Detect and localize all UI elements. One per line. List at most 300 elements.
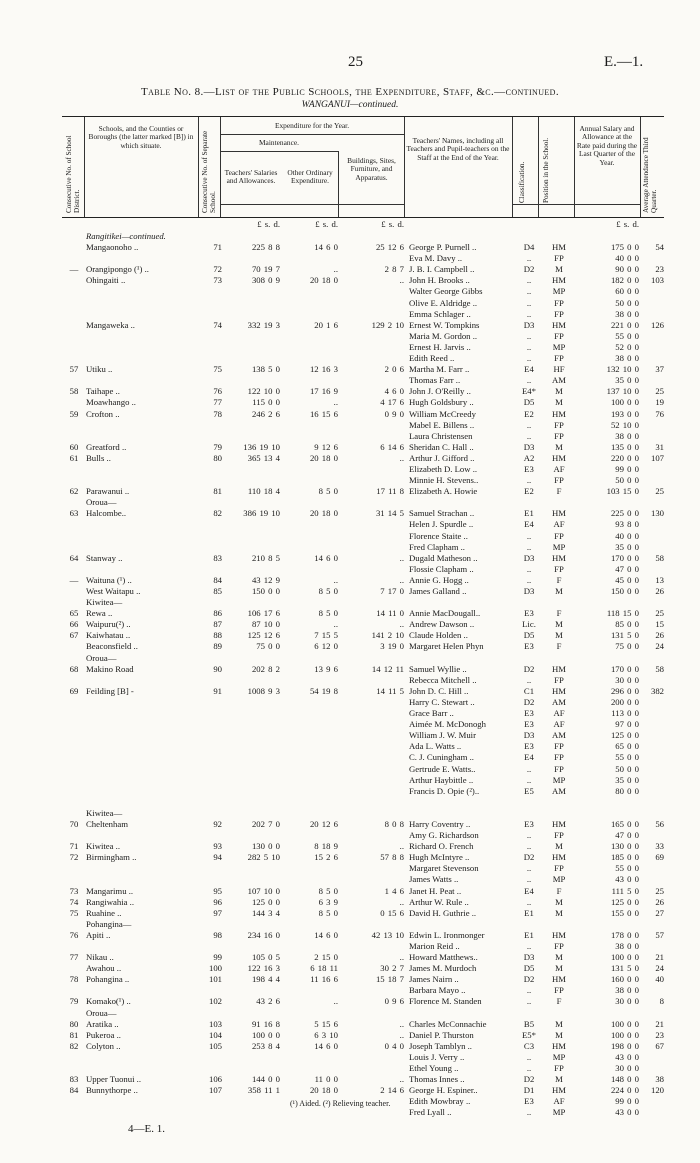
- table-row: [0, 996, 700, 1007]
- cell-annual-salary: 135 0 0: [610, 441, 639, 452]
- cell-salaries: 144 3 4: [251, 907, 280, 918]
- table-row: [0, 420, 700, 431]
- cell-position: M: [555, 841, 563, 852]
- table-row: [0, 841, 700, 852]
- cell-classification: E5*: [522, 1029, 536, 1040]
- table-row: [0, 486, 700, 497]
- cell-classification: ..: [526, 1107, 532, 1118]
- cell-position: MP: [552, 1051, 566, 1062]
- cell-other-exp: 20 12 6: [309, 818, 338, 829]
- cell-position: M: [555, 896, 563, 907]
- table-row: [0, 897, 700, 908]
- cell-position: F: [556, 486, 562, 497]
- cell-classification: E4: [524, 752, 534, 763]
- cell-buildings: 3 19 0: [380, 641, 404, 652]
- cell-teacher: James Watts ..: [409, 874, 459, 885]
- cell-attendance: 37: [655, 364, 664, 375]
- cell-buildings: ..: [399, 619, 404, 630]
- cell-teacher: Flossie Clapham ..: [409, 563, 474, 574]
- cell-classification: E3: [524, 641, 534, 652]
- cell-district: 68: [69, 663, 79, 674]
- table-row: [0, 608, 700, 619]
- cell-teacher: Florence Staite ..: [409, 530, 468, 541]
- cell-other-exp: 14 6 0: [314, 552, 338, 563]
- cell-annual-salary: 132 10 0: [606, 364, 639, 375]
- table-row: [0, 286, 700, 297]
- cell-attendance: 382: [650, 685, 664, 696]
- cell-teacher: Elizabeth A. Howie: [409, 486, 478, 497]
- cell-teacher: Arthur Haybittle ..: [409, 774, 474, 785]
- cell-buildings: ..: [399, 1074, 404, 1085]
- cell-position: M: [555, 619, 563, 630]
- cell-attendance: 13: [655, 574, 664, 585]
- cell-annual-salary: 131 5 0: [610, 963, 639, 974]
- cell-school-no: 90: [213, 663, 222, 674]
- cell-other-exp: 14 6 0: [314, 929, 338, 940]
- cell-attendance: 25: [655, 486, 664, 497]
- cell-buildings: 2 0 6: [384, 364, 404, 375]
- cell-teacher: Edith Mowbray ..: [409, 1096, 471, 1107]
- table-row: [0, 730, 700, 741]
- cell-attendance: 31: [655, 441, 664, 452]
- cell-position: AM: [552, 730, 566, 741]
- cell-buildings: 1 4 6: [384, 885, 404, 896]
- cell-position: FP: [554, 530, 564, 541]
- cell-attendance: 25: [655, 386, 664, 397]
- cell-school: Waipuru(²) ..: [86, 619, 131, 630]
- table-row: [0, 519, 700, 530]
- cell-teacher: Minnie H. Stevens..: [409, 475, 479, 486]
- cell-position: F: [556, 574, 562, 585]
- table-row: [0, 386, 700, 397]
- cell-school: Komako(¹) ..: [86, 996, 131, 1007]
- table-row: [0, 764, 700, 775]
- cell-salaries: 144 0 0: [251, 1074, 280, 1085]
- cell-teacher: Ernest H. Jarvis ..: [409, 341, 471, 352]
- cell-other-exp: 14 6 0: [314, 1040, 338, 1051]
- table-row: [0, 741, 700, 752]
- table-row: [0, 253, 700, 264]
- cell-classification: ..: [526, 253, 532, 264]
- page-number: 25: [348, 54, 363, 70]
- table-row: [0, 985, 700, 996]
- cell-annual-salary: 97 0 0: [615, 719, 639, 730]
- cell-annual-salary: 148 0 0: [610, 1074, 639, 1085]
- cell-buildings: 17 11 8: [376, 486, 404, 497]
- cell-annual-salary: 100 0 0: [610, 1029, 639, 1040]
- cell-classification: ..: [526, 297, 532, 308]
- cell-buildings: 6 14 6: [380, 441, 404, 452]
- cell-school: Kiwitea ..: [86, 841, 121, 852]
- cell-buildings: ..: [399, 1018, 404, 1029]
- table-row: [0, 941, 700, 952]
- cell-classification: D3: [523, 319, 535, 330]
- cell-other-exp: 6 3 10: [314, 1029, 338, 1040]
- cell-classification: ..: [526, 353, 532, 364]
- cell-school: Kiwitea—: [86, 807, 123, 818]
- cell-salaries: 91 16 8: [251, 1018, 280, 1029]
- units-row: [0, 219, 700, 230]
- table-header: [62, 116, 664, 218]
- cell-school-no: 100: [208, 963, 222, 974]
- table-row: [0, 453, 700, 464]
- cell-position: FP: [554, 330, 564, 341]
- cell-position: HM: [552, 1085, 566, 1096]
- cell-annual-salary: 103 15 0: [606, 486, 639, 497]
- cell-buildings: 42 13 10: [371, 929, 404, 940]
- cell-school-no: 104: [208, 1029, 222, 1040]
- cell-annual-salary: 40 0 0: [615, 530, 639, 541]
- cell-teacher: James M. Murdoch: [409, 963, 477, 974]
- cell-buildings: 14 11 0: [376, 608, 404, 619]
- cell-school: Taihape ..: [86, 386, 120, 397]
- cell-annual-salary: 113 0 0: [611, 708, 639, 719]
- cell-other-exp: ..: [333, 397, 338, 408]
- cell-classification: D2: [523, 696, 535, 707]
- cell-salaries: 1008 9 3: [247, 685, 280, 696]
- cell-school-no: 107: [208, 1085, 222, 1096]
- cell-position: MP: [552, 286, 566, 297]
- table-row: [0, 597, 700, 608]
- cell-school-no: 76: [213, 386, 222, 397]
- cell-position: HM: [552, 242, 566, 253]
- cell-position: M: [555, 952, 563, 963]
- table-row: [0, 863, 700, 874]
- cell-buildings: 0 9 6: [384, 996, 404, 1007]
- table-row: [0, 497, 700, 508]
- cell-annual-salary: 35 0 0: [615, 541, 639, 552]
- cell-position: HM: [552, 452, 566, 463]
- cell-attendance: 54: [655, 242, 664, 253]
- table-row: [0, 475, 700, 486]
- cell-school-no: 97: [213, 907, 222, 918]
- cell-classification: E4*: [522, 386, 536, 397]
- cell-district: 65: [69, 608, 79, 619]
- cell-school: Oroua—: [86, 1007, 117, 1018]
- cell-buildings: ..: [399, 841, 404, 852]
- cell-position: HM: [552, 552, 566, 563]
- cell-classification: E2: [524, 408, 534, 419]
- cell-position: FP: [554, 830, 564, 841]
- cell-buildings: 25 12 6: [375, 242, 404, 253]
- cell-other-exp: 6 12 0: [314, 641, 338, 652]
- cell-teacher: William J. W. Muir: [409, 730, 476, 741]
- cell-school-no: 98: [213, 929, 222, 940]
- cell-school: Makino Road: [86, 663, 134, 674]
- cell-other-exp: 20 1 6: [314, 319, 338, 330]
- header-buildings: Buildings, Sites, Furniture, and Apparatus.: [347, 156, 396, 182]
- cell-position: FP: [554, 475, 564, 486]
- cell-other-exp: 15 2 6: [314, 852, 338, 863]
- cell-district: 84: [69, 1085, 79, 1096]
- cell-annual-salary: 38 0 0: [615, 308, 639, 319]
- cell-position: FP: [554, 419, 564, 430]
- table-body: [0, 231, 700, 1119]
- cell-classification: ..: [526, 763, 532, 774]
- cell-position: M: [555, 963, 563, 974]
- cell-buildings: ..: [399, 552, 404, 563]
- cell-position: HM: [552, 974, 566, 985]
- cell-buildings: 2 8 7: [384, 264, 404, 275]
- cell-teacher: Ernest W. Tompkins: [409, 319, 480, 330]
- cell-annual-salary: 130 0 0: [610, 841, 639, 852]
- cell-school-no: 91: [213, 685, 222, 696]
- cell-classification: C3: [523, 1040, 535, 1051]
- cell-attendance: 21: [655, 952, 664, 963]
- cell-teacher: Marion Reid ..: [409, 941, 460, 951]
- cell-school: Crofton ..: [86, 408, 120, 419]
- cell-buildings: ..: [399, 574, 404, 585]
- table-row: [0, 952, 700, 963]
- cell-school: Rewa ..: [86, 608, 113, 619]
- cell-school: Moawhango ..: [86, 397, 136, 408]
- cell-position: AM: [552, 375, 566, 386]
- cell-classification: D5: [523, 630, 535, 641]
- cell-classification: D3: [523, 586, 535, 596]
- cell-school-no: 74: [213, 319, 222, 330]
- cell-teacher: John H. Brooks ..: [409, 275, 470, 286]
- cell-salaries: 282 5 10: [247, 852, 280, 863]
- cell-school: Orangipongo (¹) ..: [86, 264, 149, 275]
- cell-salaries: 43 2 6: [256, 996, 280, 1007]
- cell-classification: E3: [524, 741, 534, 752]
- cell-annual-salary: 52 0 0: [615, 341, 639, 352]
- table-row: [0, 575, 700, 586]
- table-row: [0, 619, 700, 630]
- cell-other-exp: 14 6 0: [314, 242, 338, 253]
- cell-teacher: Richard O. French: [409, 841, 474, 852]
- cell-salaries: 150 0 0: [251, 586, 280, 596]
- table-row: [0, 442, 700, 453]
- cell-school-no: 71: [213, 242, 222, 253]
- cell-attendance: 24: [655, 641, 664, 652]
- cell-district: 81: [69, 1029, 79, 1040]
- cell-position: MP: [552, 1107, 566, 1118]
- cell-position: AF: [553, 719, 565, 730]
- cell-school: Bulls ..: [86, 452, 111, 463]
- cell-annual-salary: 170 0 0: [610, 552, 639, 563]
- cell-attendance: 58: [655, 663, 664, 674]
- cell-school-no: 84: [213, 574, 222, 585]
- cell-classification: D3: [523, 441, 535, 452]
- cell-buildings: ..: [399, 896, 404, 907]
- table-row: [0, 242, 700, 253]
- cell-salaries: 138 5 0: [251, 364, 280, 375]
- cell-buildings: 4 17 6: [380, 397, 404, 408]
- cell-classification: D5: [523, 963, 535, 974]
- cell-classification: ..: [526, 330, 532, 341]
- cell-annual-salary: 224 0 0: [610, 1085, 639, 1096]
- cell-annual-salary: 50 0 0: [615, 763, 639, 774]
- header-school-no: Consecutive No. of Separate School.: [201, 130, 217, 213]
- cell-teacher: Edith Reed ..: [409, 353, 455, 364]
- cell-buildings: 14 12 11: [371, 663, 404, 674]
- cell-salaries: 87 10 0: [251, 619, 280, 630]
- cell-classification: ..: [526, 896, 532, 907]
- table-row: [0, 775, 700, 786]
- cell-school-no: 77: [213, 397, 222, 408]
- table-row: [0, 397, 700, 408]
- cell-buildings: ..: [399, 1029, 404, 1040]
- unit-oth: £ s. d.: [315, 219, 338, 229]
- cell-classification: E1: [524, 508, 534, 519]
- cell-classification: E3: [524, 719, 534, 730]
- table-row: [0, 930, 700, 941]
- cell-annual-salary: 100 0 0: [610, 952, 639, 963]
- cell-annual-salary: 80 0 0: [615, 785, 639, 796]
- cell-buildings: 2 14 6: [380, 1085, 404, 1096]
- cell-other-exp: 8 18 9: [314, 841, 338, 852]
- cell-district: 79: [69, 996, 79, 1007]
- table-row: [0, 1052, 700, 1063]
- cell-school: Bunnythorpe ..: [86, 1085, 138, 1096]
- table-row: [0, 919, 700, 930]
- cell-position: M: [555, 630, 563, 641]
- cell-teacher: Annie G. Hogg ..: [409, 574, 469, 585]
- cell-teacher: Elizabeth D. Low ..: [409, 463, 478, 474]
- table-row: [0, 974, 700, 985]
- cell-buildings: 0 9 0: [384, 408, 404, 419]
- cell-salaries: 43 12 9: [251, 574, 280, 585]
- cell-annual-salary: 296 0 0: [610, 685, 639, 696]
- cell-annual-salary: 99 0 0: [615, 463, 639, 474]
- cell-buildings: 129 2 10: [371, 319, 404, 330]
- table-row: [0, 874, 700, 885]
- cell-salaries: 105 0 5: [251, 952, 280, 963]
- cell-annual-salary: 47 0 0: [615, 563, 639, 574]
- table-row: [0, 353, 700, 364]
- cell-salaries: 253 8 4: [251, 1040, 280, 1051]
- cell-school: Birmingham ..: [86, 852, 137, 863]
- table-row: [0, 963, 700, 974]
- cell-annual-salary: 125 0 0: [610, 896, 639, 907]
- table-row: [0, 675, 700, 686]
- cell-position: AM: [552, 785, 566, 796]
- cell-salaries: 225 8 8: [251, 242, 280, 253]
- cell-position: MP: [552, 541, 566, 552]
- cell-teacher: Hugh McIntyre ..: [409, 852, 470, 863]
- cell-classification: E3: [524, 1096, 534, 1107]
- cell-school: Kiwitea—: [86, 597, 123, 608]
- cell-annual-salary: 198 0 0: [610, 1040, 639, 1051]
- cell-position: FP: [554, 308, 564, 319]
- cell-position: HM: [552, 852, 566, 863]
- cell-teacher: Sheridan C. Hall ..: [409, 441, 474, 452]
- cell-school: Mangarimu ..: [86, 885, 134, 896]
- cell-annual-salary: 50 0 0: [615, 475, 639, 486]
- cell-classification: D2: [523, 852, 535, 863]
- cell-position: FP: [554, 297, 564, 308]
- cell-classification: E4: [524, 519, 534, 530]
- cell-annual-salary: 175 0 0: [610, 242, 639, 253]
- cell-district: 63: [69, 508, 79, 519]
- cell-position: M: [555, 1029, 563, 1040]
- cell-position: M: [555, 586, 563, 596]
- cell-salaries: 122 16 3: [247, 963, 280, 974]
- cell-position: FP: [554, 430, 564, 441]
- cell-salaries: 308 0 9: [251, 275, 280, 286]
- cell-position: MP: [552, 341, 566, 352]
- table-row: [0, 553, 700, 564]
- cell-teacher: George P. Purnell ..: [409, 242, 477, 253]
- cell-school-no: 81: [213, 486, 222, 497]
- cell-buildings: 30 2 7: [380, 963, 404, 974]
- cell-annual-salary: 100 0 0: [610, 397, 639, 408]
- table-row: [0, 786, 700, 797]
- table-row: [0, 275, 700, 286]
- cell-classification: E1: [524, 929, 534, 940]
- header-schools: Schools, and the Counties or Boroughs (the latter marked [B]) in which situate.: [88, 124, 194, 150]
- cell-district: 80: [69, 1018, 79, 1029]
- cell-position: F: [556, 996, 562, 1007]
- cell-classification: D3: [523, 952, 535, 963]
- cell-school-no: 83: [213, 552, 222, 563]
- cell-classification: ..: [526, 419, 532, 430]
- cell-classification: D4: [523, 242, 535, 253]
- cell-district: 62: [69, 486, 79, 497]
- cell-school-no: 73: [213, 275, 222, 286]
- cell-classification: E4: [524, 885, 534, 896]
- cell-annual-salary: 178 0 0: [610, 929, 639, 940]
- table-row: [0, 641, 700, 652]
- table-row: [0, 819, 700, 830]
- table-row: [0, 331, 700, 342]
- cell-school-no: 78: [213, 408, 222, 419]
- cell-annual-salary: 50 0 0: [615, 297, 639, 308]
- cell-other-exp: 5 15 6: [314, 1018, 338, 1029]
- cell-school: Pohangina—: [86, 918, 132, 929]
- table-row: [0, 264, 700, 275]
- cell-annual-salary: 40 0 0: [615, 253, 639, 264]
- cell-district: 82: [69, 1040, 79, 1051]
- unit-bld: £ s. d.: [381, 219, 404, 229]
- cell-school: Ruahine ..: [86, 907, 122, 918]
- cell-buildings: 0 15 6: [380, 907, 404, 918]
- cell-classification: ..: [526, 874, 532, 885]
- footnote: (¹) Aided. (²) Relieving teacher.: [290, 1099, 391, 1108]
- cell-district: 66: [69, 619, 79, 630]
- cell-teacher: Ada L. Watts ..: [409, 741, 462, 752]
- cell-classification: D2: [523, 264, 535, 275]
- cell-district: 60: [69, 441, 79, 452]
- cell-position: MP: [552, 874, 566, 885]
- cell-position: FP: [554, 253, 564, 264]
- cell-attendance: 24: [655, 963, 664, 974]
- table-row: [0, 808, 700, 819]
- cell-teacher: Florence M. Standen: [409, 996, 482, 1007]
- cell-school-no: 106: [208, 1074, 222, 1085]
- cell-position: M: [555, 441, 563, 452]
- cell-school: Pohangina ..: [86, 974, 130, 985]
- cell-salaries: 115 0 0: [252, 397, 280, 408]
- cell-other-exp: 6 18 11: [310, 963, 338, 974]
- cell-school: Upper Tuonui ..: [86, 1074, 142, 1085]
- cell-teacher: Laura Christensen: [409, 430, 473, 441]
- cell-classification: ..: [526, 541, 532, 552]
- cell-attendance: 126: [650, 319, 664, 330]
- cell-teacher: Janet H. Peat ..: [409, 885, 462, 896]
- cell-other-exp: ..: [333, 264, 338, 275]
- cell-teacher: George H. Espiner..: [409, 1085, 478, 1096]
- cell-salaries: 125 12 6: [247, 630, 280, 641]
- cell-classification: Lic.: [522, 619, 536, 630]
- cell-teacher: J. B. I. Campbell ..: [409, 264, 475, 275]
- cell-salaries: 130 0 0: [251, 841, 280, 852]
- cell-other-exp: 8 5 0: [318, 885, 338, 896]
- header-teachers: Teachers' Names, including all Teachers and Pupil-teachers on the Staff at the End of the Year.: [406, 136, 510, 162]
- cell-position: HM: [552, 685, 566, 696]
- cell-teacher: David H. Guthrie ..: [409, 907, 477, 918]
